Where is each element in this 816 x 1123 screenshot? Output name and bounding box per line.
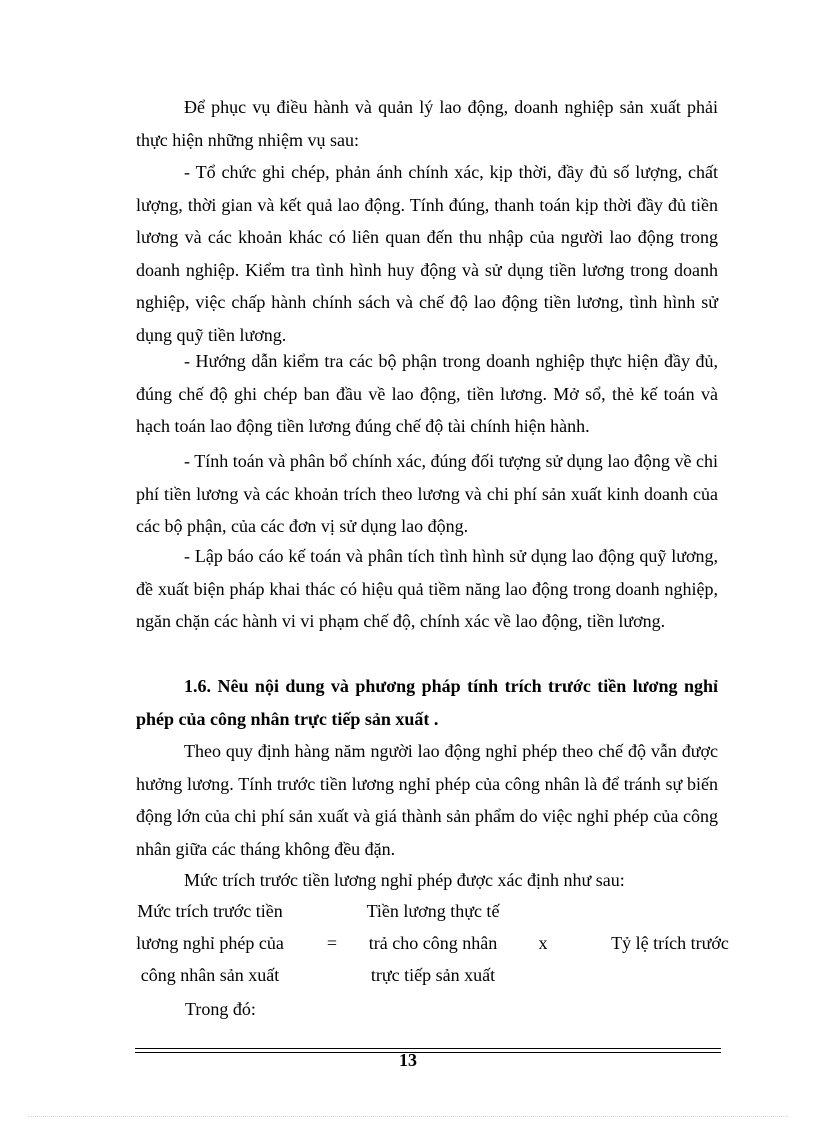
- formula-lhs-line-3: công nhân sản xuất: [140, 965, 280, 985]
- paragraph-task-3: - Tính toán và phân bổ chính xác, đúng đối tượng sử dụng lao động về chi phí tiền lương và các khoản trích theo lương và chi phí sản xuất kinh doanh của các bộ phận, của các đơn vị sử dụng lao động.: [136, 451, 718, 536]
- paragraph-task-1: - Tổ chức ghi chép, phản ánh chính xác, kịp thời, đầy đủ số lượng, chất lượng, thời gian và kết quả lao động. Tính đúng, thanh toán kịp thời đầy đủ tiền lương và các khoản khác có liên quan đến thu nhập của người lao động trong doanh nghiệp. Kiểm tra tình hình huy động và sử dụng tiền lương trong doanh nghiệp, việc chấp hành chính sách và chế độ lao động tiền lương, tình hình sử dụng quỹ tiền lương.: [136, 162, 718, 345]
- trong-do-label: Trong đó:: [185, 999, 256, 1019]
- formula-multiply-sign: x: [538, 933, 548, 953]
- formula-mid-line-3: trực tiếp sản xuất: [370, 965, 496, 985]
- formula-mid-line-1: Tiền lương thực tế: [366, 901, 500, 921]
- formula-mid-line-2: trả cho công nhân: [368, 933, 498, 953]
- paragraph-task-4: - Lập báo cáo kế toán và phân tích tình hình sử dụng lao động quỹ lương, đề xuất biện pháp khai thác có hiệu quả tiềm năng lao động trong doanh nghiệp, ngăn chặn các hành vi vi phạm chế độ, chính xác về lao động, tiền lương.: [136, 546, 718, 631]
- footer-rule-top: [135, 1048, 721, 1049]
- paragraph-formula-intro: Mức trích trước tiền lương nghỉ phép được xác định như sau:: [184, 870, 625, 890]
- formula-lhs-line-2: lương nghỉ phép của: [136, 933, 284, 953]
- page-edge-divider: [28, 1116, 788, 1117]
- paragraph-intro: Để phục vụ điều hành và quản lý lao động, doanh nghiệp sản xuất phải thực hiện những nhiệm vụ sau:: [136, 97, 718, 150]
- formula-rhs: Tỷ lệ trích trước: [611, 933, 729, 953]
- paragraph-explanation: Theo quy định hàng năm người lao động nghỉ phép theo chế độ vẫn được hưởng lương. Tính trước tiền lương nghỉ phép của công nhân là để tránh sự biến động lớn của chi phí sản xuất và giá thành sản phẩm do việc nghỉ phép của công nhân giữa các tháng không đều đặn.: [136, 741, 718, 859]
- formula-equals-sign: =: [326, 933, 338, 953]
- paragraph-task-2: - Hướng dẫn kiểm tra các bộ phận trong doanh nghiệp thực hiện đầy đủ, đúng chế độ ghi chép ban đầu về lao động, tiền lương. Mở sổ, thẻ kế toán và hạch toán lao động tiền lương đúng chế độ tài chính hiện hành.: [136, 351, 718, 436]
- formula-lhs-line-1: Mức trích trước tiền: [137, 901, 283, 921]
- page-number: 13: [399, 1050, 417, 1070]
- section-heading: 1.6. Nêu nội dung và phương pháp tính trích trước tiền lương nghỉ phép của công nhân trực tiếp sản xuất .: [136, 676, 718, 729]
